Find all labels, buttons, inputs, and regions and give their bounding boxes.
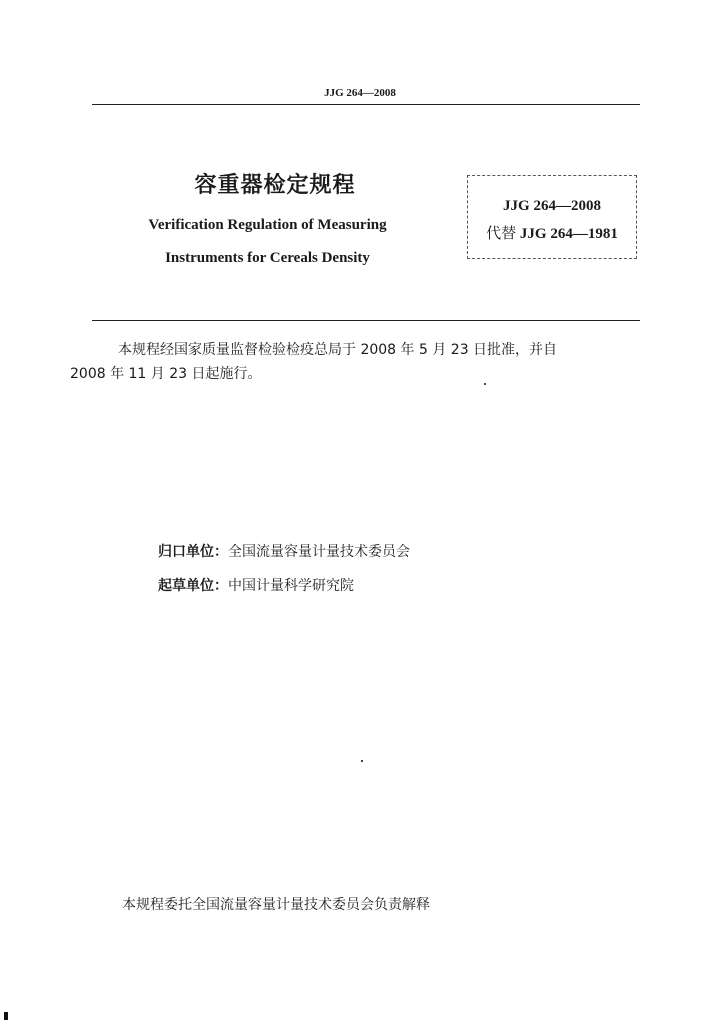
scan-speck bbox=[484, 383, 486, 385]
approval-line-2: 2008 年 11 月 23 日起施行。 bbox=[70, 366, 262, 382]
standard-code: JJG 264—2008 bbox=[503, 198, 601, 214]
responsible-unit-label: 归口单位： bbox=[158, 544, 228, 560]
title-english-line-2: Instruments for Cereals Density bbox=[165, 250, 370, 266]
interpretation-statement: 本规程委托全国流量容量计量技术委员会负责解释 bbox=[122, 897, 430, 913]
replaces-prefix: 代替 bbox=[486, 226, 517, 242]
drafting-unit-label: 起草单位： bbox=[158, 578, 228, 594]
drafting-unit bbox=[158, 575, 354, 595]
header-rule bbox=[92, 104, 640, 105]
scan-speck bbox=[361, 760, 363, 762]
responsible-unit bbox=[158, 541, 410, 561]
title-english-line-1: Verification Regulation of Measuring bbox=[148, 217, 387, 233]
replaced-code: JJG 264—1981 bbox=[519, 226, 618, 242]
running-header-code: JJG 264—2008 bbox=[324, 87, 396, 99]
drafting-unit-value: 中国计量科学研究院 bbox=[228, 578, 354, 594]
approval-line-1: 本规程经国家质量监督检验检疫总局于 2008 年 5 月 23 日批准，并自 bbox=[118, 342, 558, 358]
section-rule bbox=[92, 320, 640, 321]
scan-speck bbox=[4, 1012, 8, 1020]
title-chinese: 容重器检定规程 bbox=[194, 173, 356, 198]
standard-code-box bbox=[467, 175, 637, 259]
approval-statement bbox=[70, 338, 686, 386]
responsible-unit-value: 全国流量容量计量技术委员会 bbox=[228, 544, 410, 560]
replaces-line bbox=[467, 222, 637, 243]
